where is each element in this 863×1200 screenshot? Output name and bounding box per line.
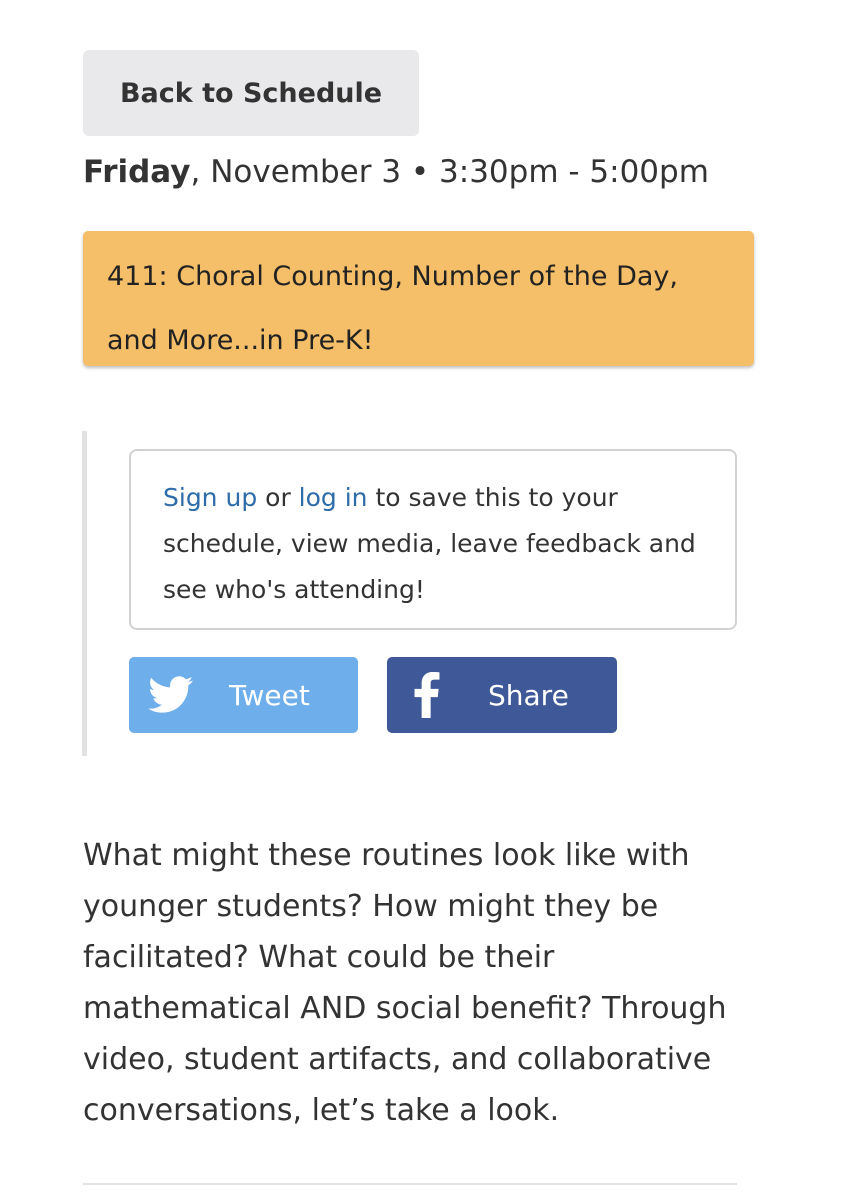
tweet-button[interactable]: [129, 657, 358, 733]
session-day: Friday: [83, 154, 191, 190]
session-title-line-1: 411: Choral Counting, Number of the Day,: [107, 261, 678, 292]
description-line-6: conversations, let’s take a look.: [83, 1093, 560, 1128]
description-line-1: What might these routines look like with: [83, 838, 690, 873]
description-line-5: video, student artifacts, and collaborative: [83, 1042, 712, 1077]
description-line-4: mathematical AND social benefit? Through: [83, 991, 727, 1026]
signup-prompt-box: [129, 449, 737, 630]
facebook-share-label: Share: [488, 678, 569, 712]
session-date-rest: , November 3 • 3:30pm - 5:00pm: [190, 154, 709, 190]
twitter-bird-icon: [147, 675, 195, 715]
bottom-divider: [83, 1183, 737, 1185]
session-description: [83, 830, 773, 1136]
tweet-label: Tweet: [229, 678, 310, 712]
session-title-line-2: and More...in Pre-K!: [107, 325, 374, 356]
session-date-time: [83, 151, 709, 193]
facebook-share-button[interactable]: [387, 657, 617, 733]
facebook-f-icon: [413, 671, 441, 719]
login-link[interactable]: log in: [298, 483, 368, 512]
signup-or-text: or: [257, 483, 299, 512]
signup-link[interactable]: Sign up: [163, 483, 258, 512]
back-to-schedule-label: Back to Schedule: [119, 77, 383, 109]
session-title-banner: [83, 231, 754, 366]
back-to-schedule-button[interactable]: [83, 50, 419, 136]
section-left-rule: [82, 431, 87, 756]
description-line-2: younger students? How might they be: [83, 889, 659, 924]
description-line-3: facilitated? What could be their: [83, 940, 555, 975]
signup-rest-text: to save this to your schedule, view media, leave feedback and see who's attending!: [163, 483, 696, 604]
